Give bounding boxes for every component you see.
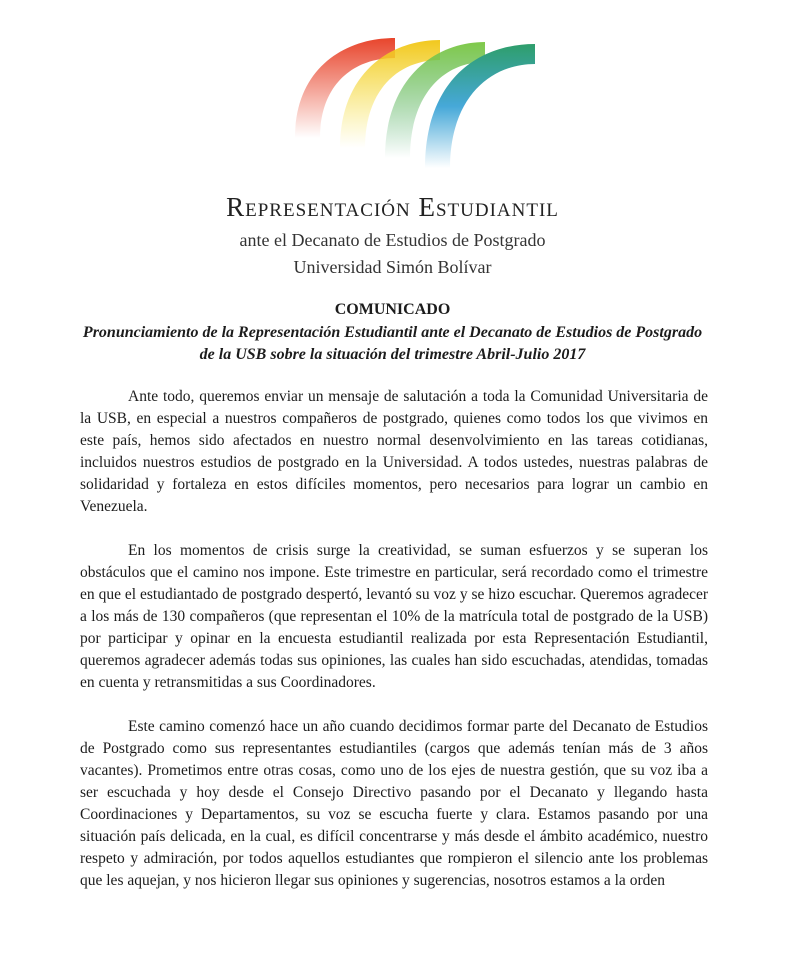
paragraph-1: Ante todo, queremos enviar un mensaje de salutación a toda la Comunidad Universitaria de la USB, en especial a nuestros compañeros de postgrado, quienes como todos los que vivimos en este país, hemos sido afectados en nuestro normal desenvolvimiento en las tareas cotidianas, incluidos nuestros estudios de postgrado en la Universidad. A todos ustedes, nuestras palabras de solidaridad y fortaleza en estos difíciles momentos, pero necesarios para lograr un cambio en Venezuela. xyxy=(80,388,708,515)
rainbow-logo xyxy=(285,28,545,178)
paragraph-3: Este camino comenzó hace un año cuando decidimos formar parte del Decanato de Estudios de Postgrado como sus representantes estudiantiles (cargos que además tenían más de 3 años vacantes). Prometimos entre otras cosas, como uno de los ejes de nuestra gestión, que su voz iba a ser escuchada y hoy desde el Consejo Directivo pasando por el Decanato y llegando hasta Coordinaciones y Departamentos, su voz se escucha fuerte y clara. Estamos pasando por una situación país delicada, en la cual, es difícil concentrarse y más desde el ámbito académico, nuestro respeto y admiración, por todos aquellos estudiantes que rompieron el silencio ante los problemas que les aquejan, y nos hicieron llegar sus opiniones y sugerencias, nosotros estamos a la orden xyxy=(80,718,708,889)
university-name: Universidad Simón Bolívar xyxy=(293,257,492,277)
notice-heading: COMUNICADO xyxy=(334,301,451,318)
organization-subtitle: ante el Decanato de Estudios de Postgrado xyxy=(239,230,546,250)
notice-subtitle: Pronunciamiento de la Representación Estudiantil ante el Decanato de Estudios de Postgrado de la USB sobre la situación del trimestre Abril-Julio 2017 xyxy=(82,324,703,363)
organization-title: Representación Estudiantil xyxy=(226,192,559,222)
paragraph-2: En los momentos de crisis surge la creatividad, se suman esfuerzos y se superan los obstáculos que el camino nos impone. Este trimestre en particular, será recordado como el trimestre en que el estudiantado de postgrado despertó, levantó su voz y se hizo escuchar. Queremos agradecer a los más de 130 compañeros (que representan el 10% de la matrícula total de postgrado de la USB) por participar y opinar en la encuesta estudiantil realizada por esta Representación Estudiantil, queremos agradecer además todas sus opiniones, las cuales han sido escuchadas, atendidas, tomadas en cuenta y retransmitidas a sus Coordinadores. xyxy=(80,542,708,691)
notice-body xyxy=(80,386,708,914)
